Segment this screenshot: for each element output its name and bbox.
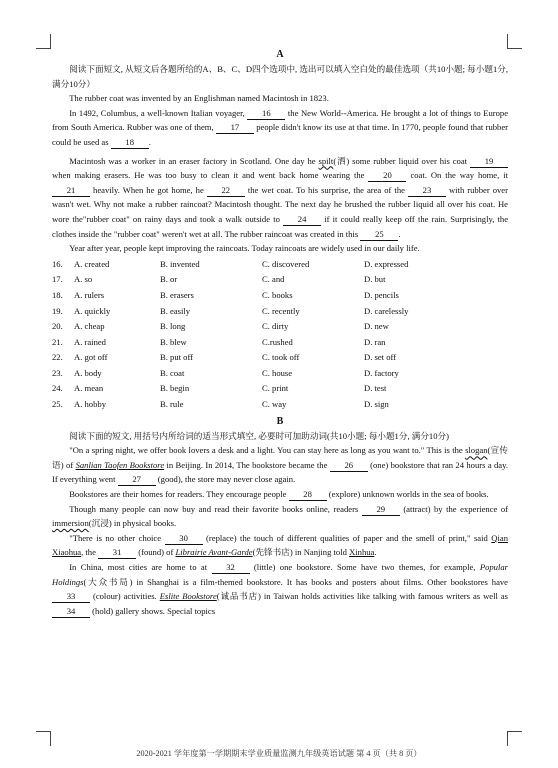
blank-32[interactable]: 32 — [212, 562, 250, 574]
passage-a-paragraph-3 — [52, 154, 508, 242]
bookstore-cn: (诚品书店) — [216, 591, 261, 602]
blank-18[interactable]: 18 — [111, 137, 149, 149]
text: the wet coat. To his surprise, the area of the — [247, 184, 405, 195]
option-a[interactable]: A. body — [74, 367, 102, 378]
option-c[interactable]: C. print — [262, 383, 289, 394]
option-row-21 — [52, 335, 508, 351]
crop-mark-top-right — [507, 34, 522, 49]
passage-b-paragraph-4 — [52, 531, 508, 560]
option-b[interactable]: B. put off — [160, 352, 194, 363]
option-c[interactable]: C.rushed — [262, 336, 293, 347]
text: In China, most cities are home to at — [69, 562, 208, 572]
passage-a-paragraph-1: The rubber coat was invented by an Englishman named Macintosh in 1823. — [69, 93, 329, 104]
option-d[interactable]: D. factory — [364, 367, 399, 378]
option-b[interactable]: B. invented — [160, 258, 200, 269]
blank-21[interactable]: 21 — [52, 185, 90, 197]
blank-29[interactable]: 29 — [362, 504, 400, 516]
blank-23[interactable]: 23 — [408, 185, 446, 197]
blank-30[interactable]: 30 — [165, 533, 203, 545]
text: Though many people can now buy and read their favorite books online, readers — [69, 503, 359, 514]
option-a[interactable]: A. rained — [74, 336, 106, 347]
crop-mark-bottom-right — [507, 731, 522, 746]
text: Macintosh was a worker in an eraser factory in Scotland. One day he — [69, 155, 316, 166]
text: in Taiwan holds activities like talking with famous writers as well as — [263, 591, 508, 602]
crop-mark-bottom-left — [36, 731, 51, 746]
option-d[interactable]: D. sign — [364, 399, 389, 410]
question-number: 19. — [52, 305, 63, 316]
option-d[interactable]: D. test — [364, 383, 387, 394]
passage-b-paragraph-3 — [52, 502, 508, 531]
text: . — [148, 136, 151, 147]
section-b-title: B — [276, 415, 284, 427]
option-c[interactable]: C. took off — [262, 352, 300, 363]
blank-22[interactable]: 22 — [207, 185, 245, 197]
text: (little) one bookstore. Some have two themes, for example, — [253, 562, 476, 572]
text: In 1492, Columbus, a well-known Italian voyager, — [69, 107, 245, 118]
blank-25[interactable]: 25 — [360, 229, 398, 241]
text: (attract) by the experience of — [403, 503, 509, 514]
text: in physical books. — [113, 518, 177, 529]
blank-17[interactable]: 17 — [216, 122, 254, 134]
text: Bookstores are their homes for readers. They encourage people — [69, 489, 287, 500]
text: (hold) gallery shows. Special topics — [92, 605, 216, 616]
text: with rubber over wasn't wet. Why not make a rubber raincoat? Macintosh thought. The next day he brushed the rubber liquid all over his coat. He wore the"rubber coat" on rainy days and took a walk outside to — [52, 184, 508, 224]
bookstore-name-popular: Popular Holdings — [52, 562, 509, 587]
option-a[interactable]: A. hobby — [74, 399, 106, 410]
text: coat. On the way home, it — [410, 170, 509, 181]
option-row-25 — [52, 397, 508, 413]
text: (replace) the touch of different qualities of paper and the smell of print," said — [206, 532, 488, 543]
option-row-24 — [52, 381, 508, 397]
blank-24[interactable]: 24 — [283, 214, 321, 226]
text: some rubber liquid over his coat — [352, 155, 468, 166]
option-b[interactable]: B. begin — [160, 383, 190, 394]
text: if it could really keep off the rain. Surprisingly, the clothes inside the "rubber coat" weren't wet at all. The rubber raincoat was created in this — [52, 213, 509, 239]
gloss-word-immersion: immersion — [52, 518, 89, 529]
bookstore-name-sanlian: Sanlian Taofen Bookstore — [75, 459, 165, 470]
option-d[interactable]: D. ran — [364, 336, 386, 347]
passage-b-paragraph-5 — [52, 560, 508, 618]
option-a[interactable]: A. rulers — [74, 289, 105, 300]
question-number: 23. — [52, 367, 63, 378]
option-d[interactable]: D. pencils — [364, 289, 399, 300]
text: the New World--America. He brought a lot of things to Europe from South America. Rubber was one of them, — [52, 107, 509, 133]
blank-33[interactable]: 33 — [52, 591, 90, 603]
option-a[interactable]: A. so — [74, 274, 93, 285]
option-row-23 — [52, 366, 508, 382]
blank-16[interactable]: 16 — [247, 108, 285, 120]
passage-a-paragraph-2 — [52, 106, 508, 150]
option-row-22 — [52, 350, 508, 366]
text: in Shanghai is a film-themed bookstore. It has books and posters about films. Other bookstores have — [136, 576, 508, 587]
option-a[interactable]: A. created — [74, 258, 110, 269]
option-d[interactable]: D. new — [364, 321, 389, 332]
option-a[interactable]: A. mean — [74, 383, 104, 394]
passage-b-paragraph-2 — [52, 487, 508, 502]
text: of — [66, 459, 74, 470]
text: (one) bookstore that ran 24 hours a day. If everything went — [52, 459, 508, 485]
blank-19[interactable]: 19 — [470, 156, 508, 168]
text: heavily. When he got home, he — [93, 184, 204, 195]
option-b[interactable]: B. coat — [160, 367, 185, 378]
person-name: Qian Xiaohua — [52, 532, 508, 558]
bookstore-cn: (先锋书店) — [252, 547, 293, 558]
option-c[interactable]: C. way — [262, 399, 287, 410]
text: (explore) unknown worlds in the sea of books. — [328, 489, 489, 500]
text: (found) of — [138, 547, 174, 558]
gloss-word-spilt: spilt — [318, 155, 334, 166]
option-row-17 — [52, 272, 508, 288]
blank-27[interactable]: 27 — [118, 474, 156, 486]
option-c[interactable]: C. dirty — [262, 321, 289, 332]
option-c[interactable]: C. discovered — [262, 258, 310, 269]
text: . — [374, 547, 377, 558]
option-row-20 — [52, 319, 508, 335]
option-d[interactable]: D. carelessly — [364, 305, 409, 316]
passage-b-paragraph-1 — [52, 443, 508, 487]
bookstore-name-avant-garde: Librairie Avant-Garde — [175, 547, 253, 558]
text: (colour) activities. — [92, 591, 157, 602]
blank-26[interactable]: 26 — [330, 460, 368, 472]
option-row-16 — [52, 257, 508, 273]
question-number: 25. — [52, 399, 63, 410]
option-b[interactable]: B. or — [160, 274, 178, 285]
option-b[interactable]: B. blew — [160, 336, 187, 347]
option-b[interactable]: B. long — [160, 321, 186, 332]
option-a[interactable]: A. got off — [74, 352, 108, 363]
question-number: 17. — [52, 274, 63, 285]
exam-page — [52, 48, 508, 618]
option-b[interactable]: B. easily — [160, 305, 191, 316]
section-a-instruction: 阅读下面短文, 从短文后各题所给的A、B、C、D四个选项中, 选出可以填入空白处的最佳选项（共10小题; 每小题1分, 满分10分） — [52, 64, 508, 89]
gloss-spilt-cn: (洒) — [333, 155, 350, 166]
text: "On a spring night, we offer book lovers a desk and a light. You can stay here as long as you want to." This is the — [69, 445, 463, 456]
option-c[interactable]: C. and — [262, 274, 285, 285]
option-c[interactable]: C. books — [262, 289, 293, 300]
bookstore-cn: (大众书局) — [83, 576, 133, 587]
option-a[interactable]: A. cheap — [74, 321, 105, 332]
section-b-instruction: 阅读下面的短文, 用括号内所给词的适当形式填空, 必要时可加助动词(共10小题; 每小题1分, 满分10分) — [69, 430, 449, 441]
section-a-title: A — [276, 49, 284, 60]
gloss-slogan-cn: (宣传语) — [52, 445, 508, 470]
question-number: 24. — [52, 383, 63, 394]
gloss-word-slogan: slogan — [465, 445, 488, 456]
text: when making erasers. He was too busy to clean it and went back home wearing the — [52, 170, 365, 181]
option-d[interactable]: D. expressed — [364, 258, 409, 269]
question-number: 18. — [52, 289, 63, 300]
option-row-18 — [52, 288, 508, 304]
question-number: 16. — [52, 258, 63, 269]
option-a[interactable]: A. quickly — [74, 305, 111, 316]
text: . — [398, 228, 401, 239]
text: people didn't know its use at that time. In 1770, people found that rubber could be used as — [52, 122, 509, 147]
text: in Nanjing told — [294, 547, 347, 558]
gloss-immersion-cn: (沉浸) — [88, 518, 112, 529]
agency-name: Xinhua — [349, 547, 375, 558]
option-d[interactable]: D. but — [364, 274, 386, 285]
bookstore-name-eslite: Eslite Bookstore — [159, 591, 217, 602]
question-number: 21. — [52, 336, 63, 347]
option-c[interactable]: C. house — [262, 367, 293, 378]
page-footer: 2020-2021 学年度第一学期期末学业质量监测九年级英语试题 第 4 页（共 8 页） — [136, 749, 422, 758]
question-number: 22. — [52, 352, 63, 363]
passage-a-paragraph-4: Year after year, people kept improving the raincoats. Today raincoats are widely used in our daily life. — [69, 243, 420, 254]
blank-31[interactable]: 31 — [98, 547, 136, 559]
text: in Beijing. In 2014, The bookstore became the — [166, 459, 328, 470]
option-d[interactable]: D. set off — [364, 352, 397, 363]
text: , the — [81, 547, 96, 558]
question-number: 20. — [52, 321, 63, 332]
text: "There is no other choice — [69, 532, 162, 543]
option-c[interactable]: C. recently — [262, 305, 300, 316]
blank-28[interactable]: 28 — [289, 489, 327, 501]
option-row-19 — [52, 304, 508, 320]
blank-20[interactable]: 20 — [368, 170, 406, 182]
crop-mark-top-left — [36, 34, 51, 49]
blank-34[interactable]: 34 — [52, 606, 90, 618]
text: (good), the store may never close again. — [157, 474, 296, 485]
options-table — [52, 257, 508, 413]
option-b[interactable]: B. rule — [160, 399, 184, 410]
option-b[interactable]: B. erasers — [160, 289, 194, 300]
